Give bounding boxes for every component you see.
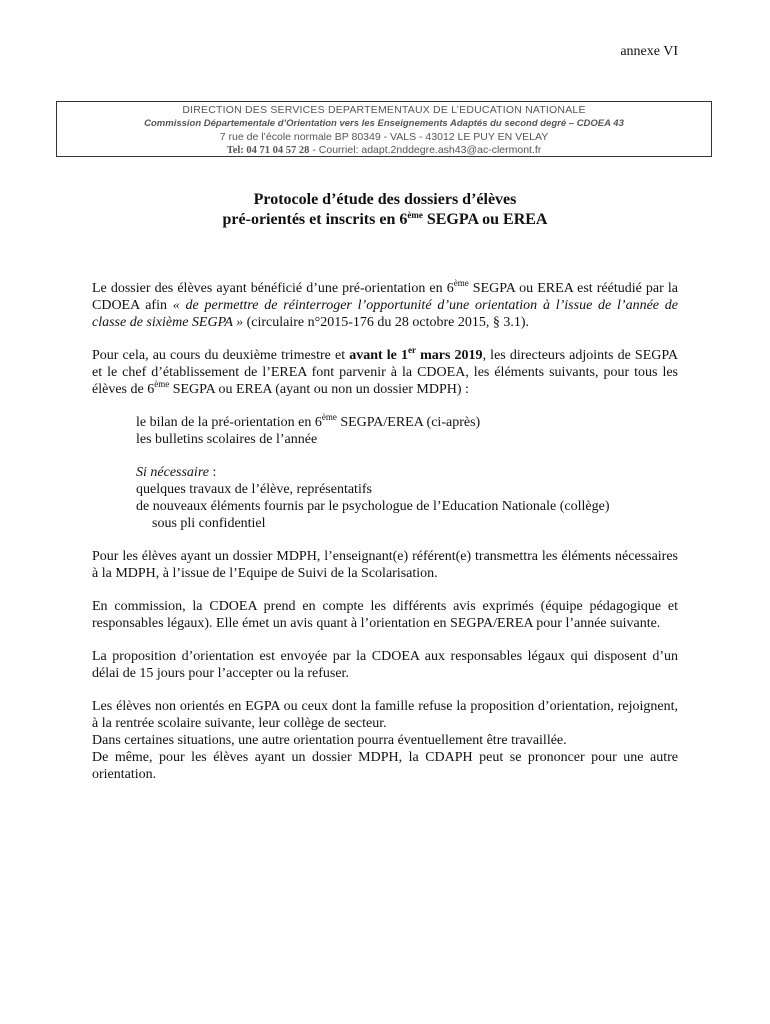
deadline-date-a: avant le 1	[349, 348, 408, 363]
paragraph-outcome-3: De même, pour les élèves ayant un dossier MDPH, la CDAPH peut se prononcer pour une autre orientation.	[92, 750, 678, 782]
title-line-1: Protocole d’étude des dossiers d’élèves	[253, 191, 517, 208]
intro-sup: ème	[453, 278, 469, 288]
title-superscript: ème	[407, 210, 423, 220]
deadline-date	[349, 345, 483, 363]
paragraph-outcome-2: Dans certaines situations, une autre orientation pourra éventuellement être travaillée.	[92, 733, 567, 748]
paragraph-proposal: La proposition d’orientation est envoyée par la CDOEA aux responsables légaux qui disposent d’un délai de 15 jours pour l’accepter ou la refuser.	[92, 649, 678, 681]
deadline-date-b: mars 2019	[416, 348, 483, 363]
list-heading-italic: Si nécessaire	[136, 465, 209, 480]
document-body	[92, 280, 678, 783]
list-item-continuation: sous pli confidentiel	[152, 516, 266, 531]
list-item-text: de nouveaux éléments fournis par le psychologue de l’Education Nationale (collège)	[136, 499, 610, 514]
deadline-text-c: SEGPA ou EREA (ayant ou non un dossier MDPH) :	[169, 382, 469, 397]
deadline-sup: er	[408, 345, 416, 355]
letterhead-address: 7 rue de l’école normale BP 80349 - VALS - 43012 LE PUY EN VELAY	[219, 131, 549, 143]
letterhead-email: - Courriel: adapt.2nddegre.ash43@ac-clermont.fr	[309, 144, 542, 156]
letterhead-phone: Tel: 04 71 04 57 28	[226, 145, 310, 156]
list-heading-colon: :	[208, 465, 217, 480]
title-line-2-start: pré-orientés et inscrits en 6	[222, 211, 408, 228]
list-item-sup: ème	[321, 412, 337, 422]
list-item-text-end: SEGPA/EREA (ci-après)	[336, 415, 481, 430]
paragraph-intro	[92, 280, 678, 331]
intro-text-a: Le dossier des élèves ayant bénéficié d’une pré-orientation en 6	[92, 281, 454, 296]
paragraph-mdph: Pour les élèves ayant un dossier MDPH, l’enseignant(e) référent(e) transmettra les éléments nécessaires à la MDPH, à l’issue de l’Equipe de Suivi de la Scolarisation.	[92, 549, 678, 581]
document-title	[0, 190, 770, 230]
annex-label: annexe VI	[620, 44, 678, 59]
letterhead-box	[56, 101, 712, 157]
paragraph-outcome-1: Les élèves non orientés en EGPA ou ceux dont la famille refuse la proposition d’orientation, rejoignent, à la rentrée scolaire suivante, leur collège de secteur.	[92, 699, 678, 731]
paragraph-deadline	[92, 347, 678, 398]
list-item-text: les bulletins scolaires de l’année	[136, 432, 318, 447]
list-item	[136, 431, 678, 448]
paragraph-commission: En commission, la CDOEA prend en compte les différents avis exprimés (équipe pédagogique et responsables légaux). Elle émet un avis quant à l’orientation en SEGPA/EREA pour l’année suivante.	[92, 599, 678, 631]
intro-quote: « de permettre de réinterroger l’opportunité d’une orientation à l’issue de l’année de classe de sixième SEGPA »	[92, 298, 679, 330]
list-item-text: quelques travaux de l’élève, représentatifs	[136, 482, 372, 497]
title-line-2-end: SEGPA ou EREA	[422, 211, 548, 228]
deadline-text-b: , les directeurs adjoints de SEGPA et le chef d’établissement de l’EREA font parvenir à la CDOEA, les éléments suivants, pour tous les élèves de 6	[92, 348, 678, 397]
letterhead-commission: Commission Départementale d’Orientation vers les Enseignements Adaptés du second degré – CDOEA 43	[144, 118, 624, 129]
title-line-2	[0, 210, 770, 230]
list-item	[136, 481, 678, 498]
letterhead-contact	[57, 144, 711, 157]
list-heading	[136, 464, 678, 481]
deadline-text-a: Pour cela, au cours du deuxième trimestre et	[92, 348, 350, 363]
list-item	[136, 498, 678, 515]
intro-text-c: (circulaire n°2015-176 du 28 octobre 2015, § 3.1).	[243, 315, 530, 330]
letterhead-direction: DIRECTION DES SERVICES DEPARTEMENTAUX DE L’EDUCATION NATIONALE	[182, 104, 586, 116]
deadline-sup-2: ème	[154, 379, 170, 389]
optional-documents-list	[136, 464, 678, 532]
list-item	[136, 414, 678, 431]
intro-text-b: SEGPA ou EREA est réétudié par la CDOEA afin	[92, 281, 678, 313]
list-item-text: le bilan de la pré-orientation en 6	[136, 415, 322, 430]
required-documents-list	[136, 414, 678, 448]
